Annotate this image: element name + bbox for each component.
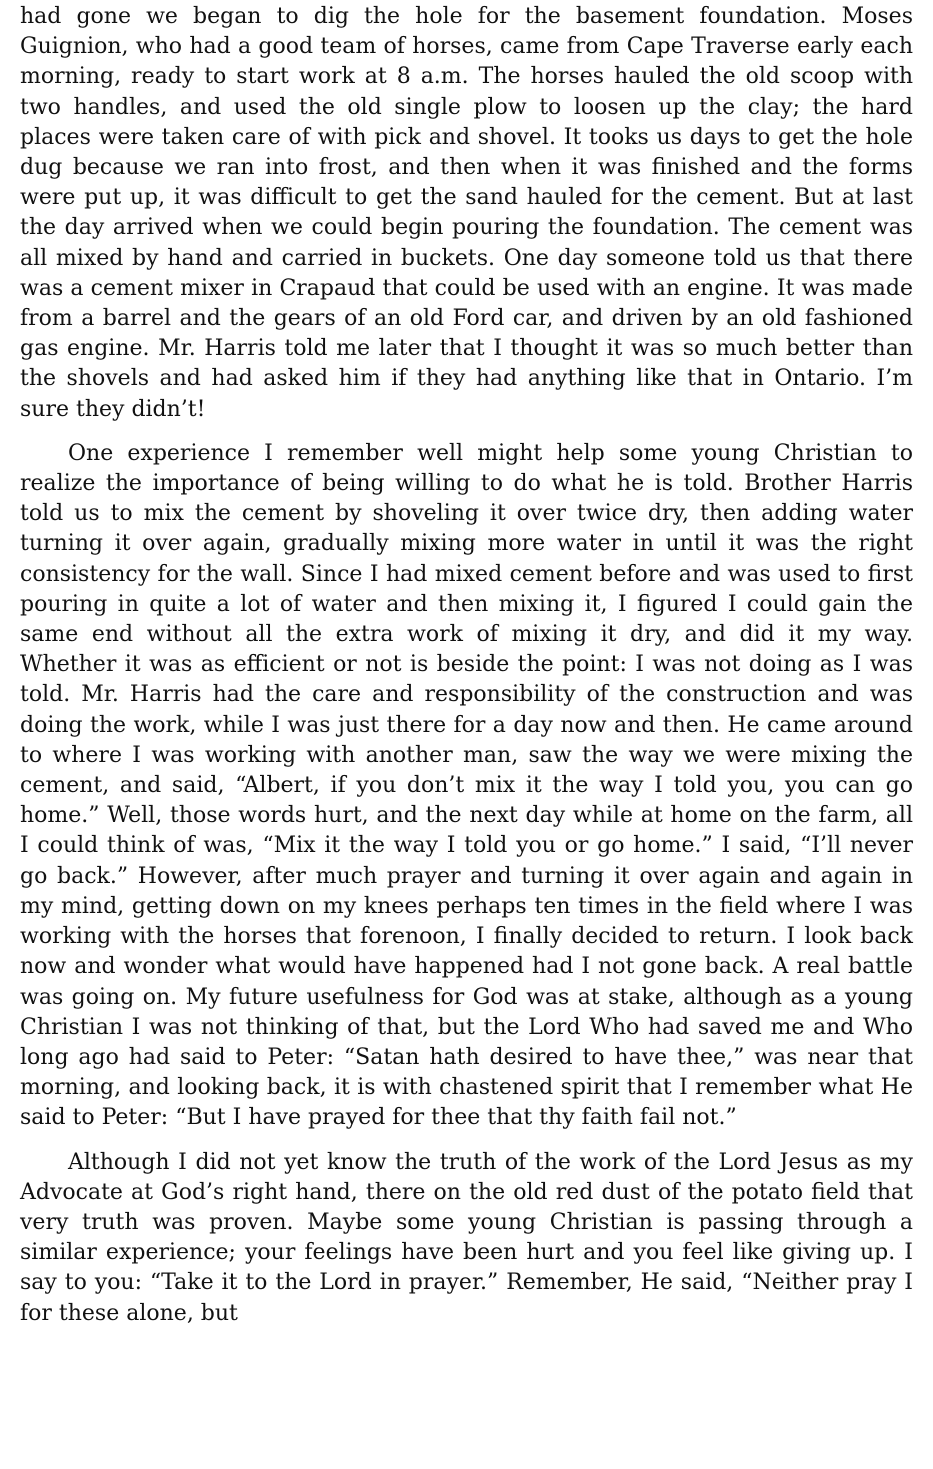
paragraph-advocate: Although I did not yet know the truth of the work of the Lord Jesus as my Advocate at God’s right hand, there on the old red dust of the potato field that very truth was proven. Maybe some young Christian is passing through a similar experience; your feelings have been hurt and you feel like giving up. I say to you: “Take it to the Lord in prayer.” Remember, He said, “Neither pray I for these alone, but bbox=[20, 1149, 913, 1326]
paragraph-mixing-cement: One experience I remember well might help some young Christian to realize the importance of being willing to do what he is told. Brother Harris told us to mix the cement by shoveling it over twice dry, then adding water turning it over again, gradually mixing more water in until it was the right consistency for the wall. Since I had mixed cement before and was used to first pouring in quite a lot of water and then mixing it, I figured I could gain the same end without all the extra work of mixing it dry, and did it my way. Whether it was as efficient or not is beside the point: I was not doing as I was told. Mr. Harris had the care and responsibility of the construction and was doing the work, while I was just there for a day now and then. He came around to where I was working with another man, saw the way we were mixing the cement, and said, “Albert, if you don’t mix it the way I told you, you can go home.” Well, those words hurt, and the next day while at home on the farm, all I could think of was, “Mix it the way I told you or go home.” I said, “I’ll never go back.” However, after much prayer and turning it over again and again in my mind, getting down on my knees perhaps ten times in the field where I was working with the horses that forenoon, I finally decided to return. I look back now and wonder what would have happened had I not gone back. A real battle was going on. My future usefulness for God was at stake, although as a young Christian I was not thinking of that, but the Lord Who had saved me and Who long ago had said to Peter: “Satan hath desired to have thee,” was near that morning, and looking back, it is with chastened spirit that I remember what He said to Peter: “But I have prayed for thee that thy faith fail not.” bbox=[20, 440, 913, 1131]
document-page bbox=[20, 0, 913, 1329]
paragraph-basement-foundation: had gone we began to dig the hole for the basement foundation. Moses Guignion, who had a good team of horses, came from Cape Traverse early each morning, ready to start work at 8 a.m. The horses hauled the old scoop with two handles, and used the old single plow to loosen up the clay; the hard places were taken care of with pick and shovel. It tooks us days to get the hole dug because we ran into frost, and then when it was finished and the forms were put up, it was difficult to get the sand hauled for the cement. But at last the day arrived when we could begin pouring the foundation. The cement was all mixed by hand and carried in buckets. One day someone told us that there was a cement mixer in Crapaud that could be used with an engine. It was made from a barrel and the gears of an old Ford car, and driven by an old fashioned gas engine. Mr. Harris told me later that I thought it was so much better than the shovels and had asked him if they had anything like that in Ontario. I’m sure they didn’t! bbox=[20, 4, 913, 422]
